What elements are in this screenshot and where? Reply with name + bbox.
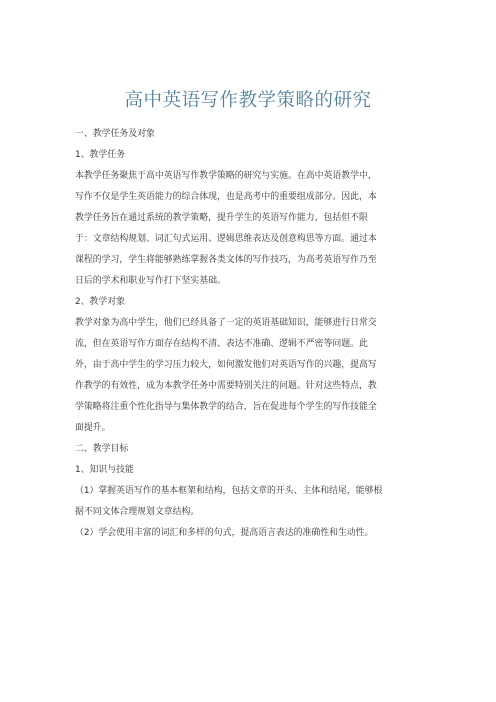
document-title: 高中英语写作教学策略的研究 [124,90,372,111]
paragraph-line: 流，但在英语写作方面存在结构不清、表达不准确、逻辑不严密等问题。此 [75,339,368,349]
section-heading: 一、教学任务及对象 [75,129,155,139]
paragraph-line: 面提升。 [75,423,111,433]
list-item-line: （2）学会使用丰富的词汇和多样的句式，提高语言表达的准确性和生动性。 [75,528,374,538]
paragraph-line: 教学对象为高中学生，他们已经具备了一定的英语基础知识，能够进行日常交 [75,318,377,328]
paragraph-line: 日后的学术和职业写作打下坚实基础。 [75,276,226,286]
paragraph-line: 本教学任务聚焦于高中英语写作教学策略的研究与实施。在高中英语教学中， [75,171,377,181]
subsection-heading: 1、知识与技能 [75,465,134,475]
paragraph-line: 于：文章结构规划、词汇句式运用、逻辑思维表达及创意构思等方面。通过本 [75,234,377,244]
paragraph-line: 课程的学习，学生将能够熟练掌握各类文体的写作技巧，为高考英语写作乃至 [75,255,377,265]
subsection-heading: 1、教学任务 [75,150,126,160]
paragraph-line: 外，由于高中学生的学习压力较大，如何激发他们对英语写作的兴趣，提高写 [75,360,377,370]
list-item-line: （1）掌握英语写作的基本框架和结构，包括文章的开头、主体和结尾，能够根 [75,486,383,496]
paragraph-line: 写作不仅是学生英语能力的综合体现，也是高考中的重要组成部分。因此，本 [75,192,377,202]
paragraph-line: 教学任务旨在通过系统的教学策略，提升学生的英语写作能力，包括但不限 [75,213,368,223]
paragraph-line: 作教学的有效性，成为本教学任务中需要特别关注的问题。针对这些特点，教 [75,381,377,391]
paragraph-line: 学策略将注重个性化指导与集体教学的结合，旨在促进每个学生的写作技能全 [75,402,377,412]
section-heading: 二、教学目标 [75,444,129,454]
list-item-line: 据不同文体合理规划文章结构。 [75,507,200,517]
document-body [75,124,425,544]
subsection-heading: 2、教学对象 [75,297,126,307]
